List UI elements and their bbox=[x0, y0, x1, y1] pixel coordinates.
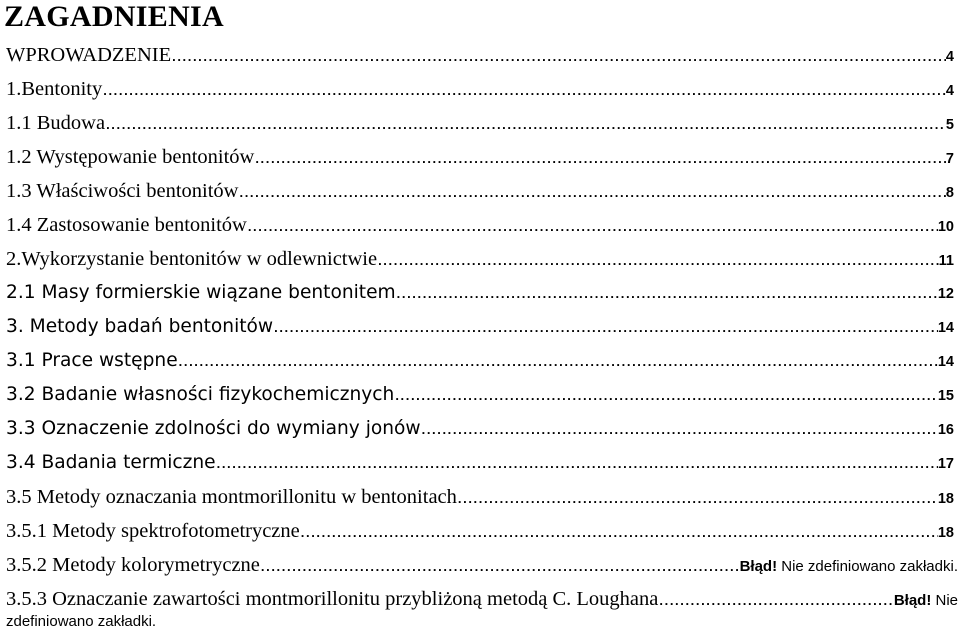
toc-entry-label: 3. Metody badań bentonitów bbox=[6, 316, 274, 337]
toc-entry-label: 3.1 Prace wstępne bbox=[6, 350, 178, 371]
toc-leader-dots bbox=[239, 176, 946, 210]
toc-entry-label: 3.4 Badania termiczne bbox=[6, 452, 216, 473]
toc-error-label: Błąd! bbox=[739, 558, 778, 575]
toc-entry[interactable] bbox=[6, 412, 960, 446]
toc-error-message bbox=[894, 584, 960, 618]
toc-entry-label: 1.2 Występowanie bentonitów bbox=[6, 146, 255, 168]
toc-leader-dots bbox=[178, 345, 938, 379]
toc-leader-dots bbox=[171, 40, 946, 74]
toc-leader-dots bbox=[254, 142, 946, 176]
toc-entry[interactable] bbox=[6, 548, 960, 582]
toc-entry[interactable] bbox=[6, 140, 960, 174]
toc-entry[interactable] bbox=[6, 208, 960, 242]
toc-entry-label: WPROWADZENIE bbox=[6, 44, 172, 66]
toc-entry-label: 3.2 Badanie własności fizykochemicznych bbox=[6, 384, 395, 405]
toc-leader-dots bbox=[396, 277, 938, 311]
toc-entry-label: 1.4 Zastosowanie bentonitów bbox=[6, 214, 247, 236]
toc-leader-dots bbox=[260, 550, 740, 584]
toc-page-number: 17 bbox=[937, 456, 954, 472]
table-of-contents bbox=[6, 38, 960, 616]
toc-page-number: 4 bbox=[945, 83, 954, 99]
toc-entry-label: 3.5 Metody oznaczania montmorillonitu w bentonitach bbox=[6, 486, 457, 508]
toc-entry[interactable] bbox=[6, 344, 960, 378]
toc-error-continuation: zdefiniowano zakładki. bbox=[6, 613, 157, 630]
toc-entry[interactable] bbox=[6, 446, 960, 480]
toc-entry[interactable] bbox=[6, 174, 960, 208]
toc-page-number: 12 bbox=[937, 286, 954, 302]
page-title: ZAGADNIENIA bbox=[4, 0, 224, 33]
toc-leader-dots bbox=[102, 74, 946, 108]
toc-entry[interactable] bbox=[6, 72, 960, 106]
toc-entry-label: 1.Bentonity bbox=[6, 78, 103, 100]
toc-page-number: 14 bbox=[937, 320, 954, 336]
toc-error-text: Nie bbox=[931, 592, 958, 609]
toc-error-text: Nie zdefiniowano zakładki. bbox=[777, 558, 958, 575]
toc-entry-label: 3.5.3 Oznaczanie zawartości montmorillonitu przybliżoną metodą C. Loughana bbox=[6, 588, 659, 610]
toc-entry[interactable] bbox=[6, 38, 960, 72]
toc-leader-dots bbox=[216, 447, 938, 481]
toc-leader-dots bbox=[247, 210, 938, 244]
toc-page-number: 8 bbox=[945, 185, 954, 201]
toc-entry-label: 1.1 Budowa bbox=[6, 112, 106, 134]
toc-page-number: 16 bbox=[937, 422, 954, 438]
toc-entry-label: 2.Wykorzystanie bentonitów w odlewnictwie bbox=[6, 248, 378, 270]
toc-entry[interactable] bbox=[6, 106, 960, 140]
toc-page-number: 14 bbox=[937, 354, 954, 370]
toc-page-number: 18 bbox=[937, 491, 954, 507]
toc-entry[interactable] bbox=[6, 310, 960, 344]
toc-entry[interactable] bbox=[6, 276, 960, 310]
toc-leader-dots bbox=[394, 379, 938, 413]
toc-page-number: 15 bbox=[937, 388, 954, 404]
toc-leader-dots bbox=[273, 311, 938, 345]
toc-page-number: 7 bbox=[945, 151, 954, 167]
toc-entry-label: 3.3 Oznaczenie zdolności do wymiany jonów bbox=[6, 418, 421, 439]
toc-error-message bbox=[740, 550, 960, 584]
toc-entry[interactable] bbox=[6, 514, 960, 548]
toc-leader-dots bbox=[421, 413, 938, 447]
toc-page-number: 11 bbox=[938, 253, 954, 269]
toc-leader-dots bbox=[105, 108, 946, 142]
toc-leader-dots bbox=[658, 584, 893, 618]
toc-entry[interactable] bbox=[6, 582, 960, 616]
toc-entry-label: 1.3 Właściwości bentonitów bbox=[6, 180, 239, 202]
toc-leader-dots bbox=[300, 516, 938, 550]
toc-leader-dots bbox=[377, 244, 939, 278]
toc-entry-label: 2.1 Masy formierskie wiązane bentonitem bbox=[6, 282, 396, 303]
toc-page-number: 5 bbox=[945, 117, 954, 133]
toc-page-number: 10 bbox=[937, 219, 954, 235]
toc-entry[interactable] bbox=[6, 480, 960, 514]
toc-leader-dots bbox=[457, 482, 938, 516]
toc-page-number: 4 bbox=[945, 49, 954, 65]
toc-entry-label: 3.5.1 Metody spektrofotometryczne bbox=[6, 520, 300, 542]
toc-entry[interactable] bbox=[6, 242, 960, 276]
toc-page-number: 18 bbox=[937, 525, 954, 541]
toc-error-label: Błąd! bbox=[893, 592, 932, 609]
toc-entry[interactable] bbox=[6, 378, 960, 412]
toc-entry-label: 3.5.2 Metody kolorymetryczne bbox=[6, 554, 260, 576]
